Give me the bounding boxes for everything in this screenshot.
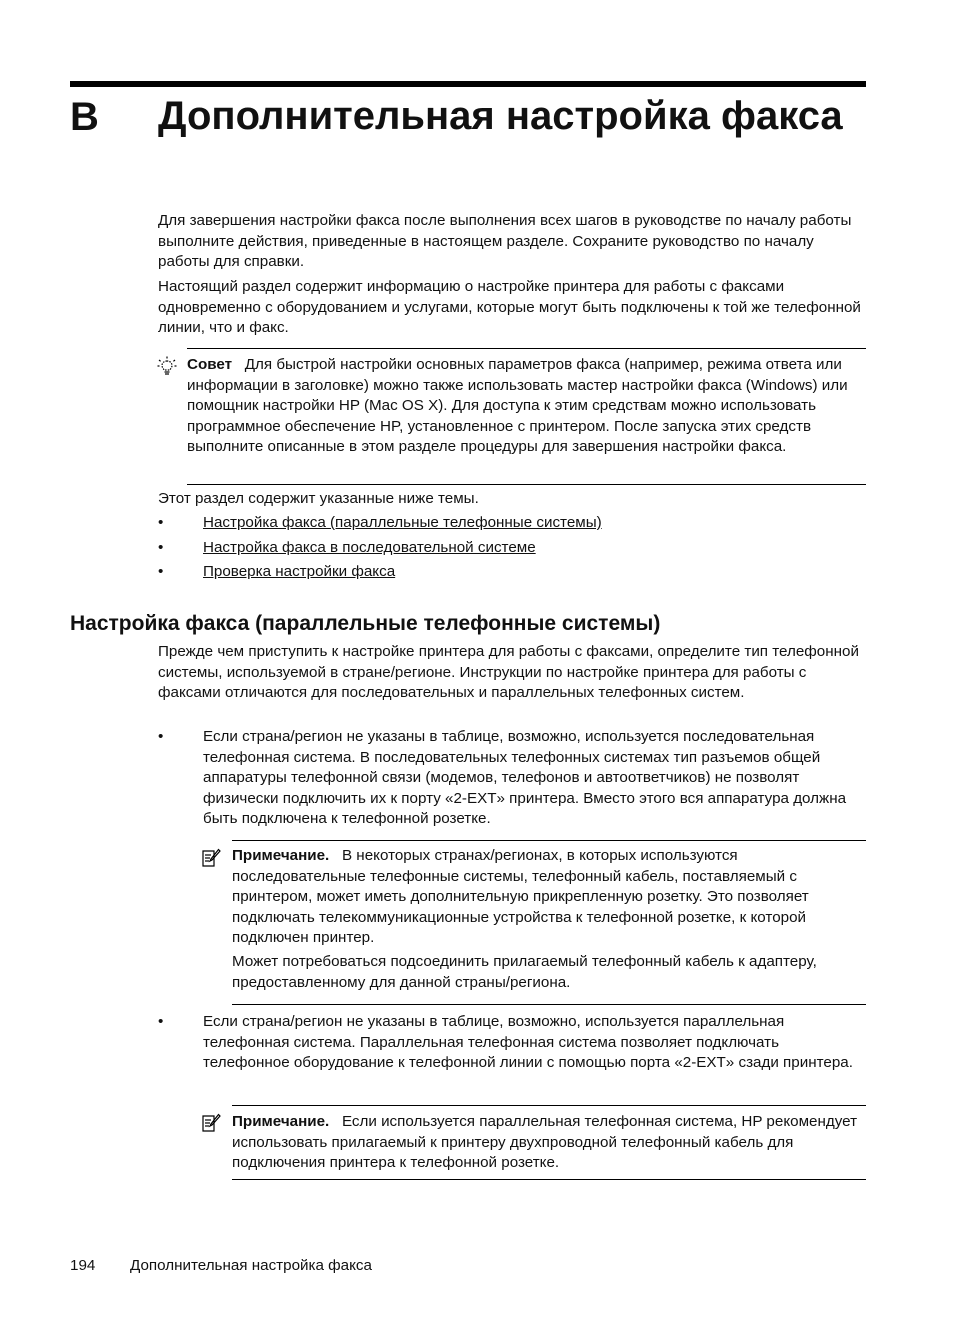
bullet-marker: •: [158, 1013, 164, 1030]
bullet-marker: •: [158, 539, 164, 556]
chapter-rule: [70, 81, 866, 87]
tip-top-rule: [187, 348, 866, 349]
parallel-system-paragraph: Если страна/регион не указаны в таблице, возможно, используется параллельная телефонная система. Параллельная телефонная система позволяет подключать телефонное оборудование к телефонной линии с помощью порта «2-EXT» сзади принтера.: [203, 1013, 853, 1072]
chapter-letter: B: [70, 95, 99, 139]
note1-text-block: [232, 846, 866, 949]
tip-label: Совет: [187, 356, 233, 373]
topic-link-serial[interactable]: [203, 538, 536, 559]
topic-link-serial-label[interactable]: Настройка факса в последовательной системе: [203, 539, 536, 556]
page-number: 194: [70, 1257, 96, 1274]
note2-label: Примечание.: [232, 1113, 330, 1130]
note1-bottom-rule: [232, 1004, 866, 1005]
bullet-marker: •: [158, 514, 164, 531]
tip-bottom-rule: [187, 484, 866, 485]
note1-top-rule: [232, 840, 866, 841]
bullet-marker: •: [158, 563, 164, 580]
note1-text-2: Может потребоваться подсоединить прилагаемый телефонный кабель к адаптеру, предоставленному для данной страны/региона.: [232, 953, 817, 991]
note1-text: В некоторых странах/регионах, в которых используются последовательные телефонные системы, телефонный кабель, поставляемый с принтером, может иметь дополнительную прикрепленную розетку. Это позволяет подключать телекоммуникационные устройства к телефонной розетке, к которой подключен принтер.: [232, 847, 809, 947]
note2-bottom-rule: [232, 1179, 866, 1180]
note2-top-rule: [232, 1105, 866, 1106]
intro-paragraph-1: Для завершения настройки факса после выполнения всех шагов в руководстве по началу работы выполните действия, приведенные в настоящем разделе. Сохраните руководство по началу работы для справки.: [158, 212, 852, 271]
topic-link-parallel[interactable]: [203, 513, 602, 534]
note-icon: [201, 848, 221, 868]
tip-text-block: [187, 355, 866, 458]
footer-title: Дополнительная настройка факса: [130, 1257, 372, 1274]
note2-text-block: [232, 1112, 866, 1174]
tip-text: Для быстрой настройки основных параметров факса (например, режима ответа или информации в заголовке) можно также использовать мастер настройки факса (Windows) или помощник настройки HP (Mac OS X). Для доступа к этим средствам можно использовать программное обеспечение HP, установленное с принтером. После запуска этих средств выполните описанные в этом разделе процедуры для завершения настройки факса.: [187, 356, 848, 456]
topic-link-test[interactable]: [203, 562, 395, 583]
bullet-marker: •: [158, 728, 164, 745]
serial-system-paragraph: Если страна/регион не указаны в таблице, возможно, используется последовательная телефонная система. В последовательных телефонных системах тип разъемов общей аппаратуры телефонной связи (модемов, телефонов и автоответчиков) не позволят физически подключить их к порту «2-EXT» принтера. Вместо этого вся аппаратура должна быть подключена к телефонной розетке.: [203, 728, 847, 828]
topics-intro: Этот раздел содержит указанные ниже темы.: [158, 490, 479, 507]
intro-paragraph-2: Настоящий раздел содержит информацию о настройке принтера для работы с факсами одновременно с оборудованием и услугами, которые могут быть подключены к той же телефонной линии, что и факс.: [158, 278, 861, 337]
topic-link-parallel-label[interactable]: Настройка факса (параллельные телефонные системы): [203, 514, 602, 531]
chapter-title: Дополнительная настройка факса: [158, 94, 843, 138]
section-heading: Настройка факса (параллельные телефонные системы): [70, 612, 661, 635]
lightbulb-icon: [157, 356, 177, 378]
note-icon: [201, 1113, 221, 1133]
note1-label: Примечание.: [232, 847, 330, 864]
topic-link-test-label[interactable]: Проверка настройки факса: [203, 563, 396, 580]
note2-text: Если используется параллельная телефонная система, HP рекомендует использовать прилагаемый к принтеру двухпроводной телефонный кабель для подключения принтера к телефонной розетке.: [232, 1113, 858, 1172]
section-intro: Прежде чем приступить к настройке принтера для работы с факсами, определите тип телефонной системы, используемой в стране/регионе. Инструкции по настройке принтера для работы с факсами отличаются для последовательных и параллельных телефонных систем.: [158, 643, 859, 702]
